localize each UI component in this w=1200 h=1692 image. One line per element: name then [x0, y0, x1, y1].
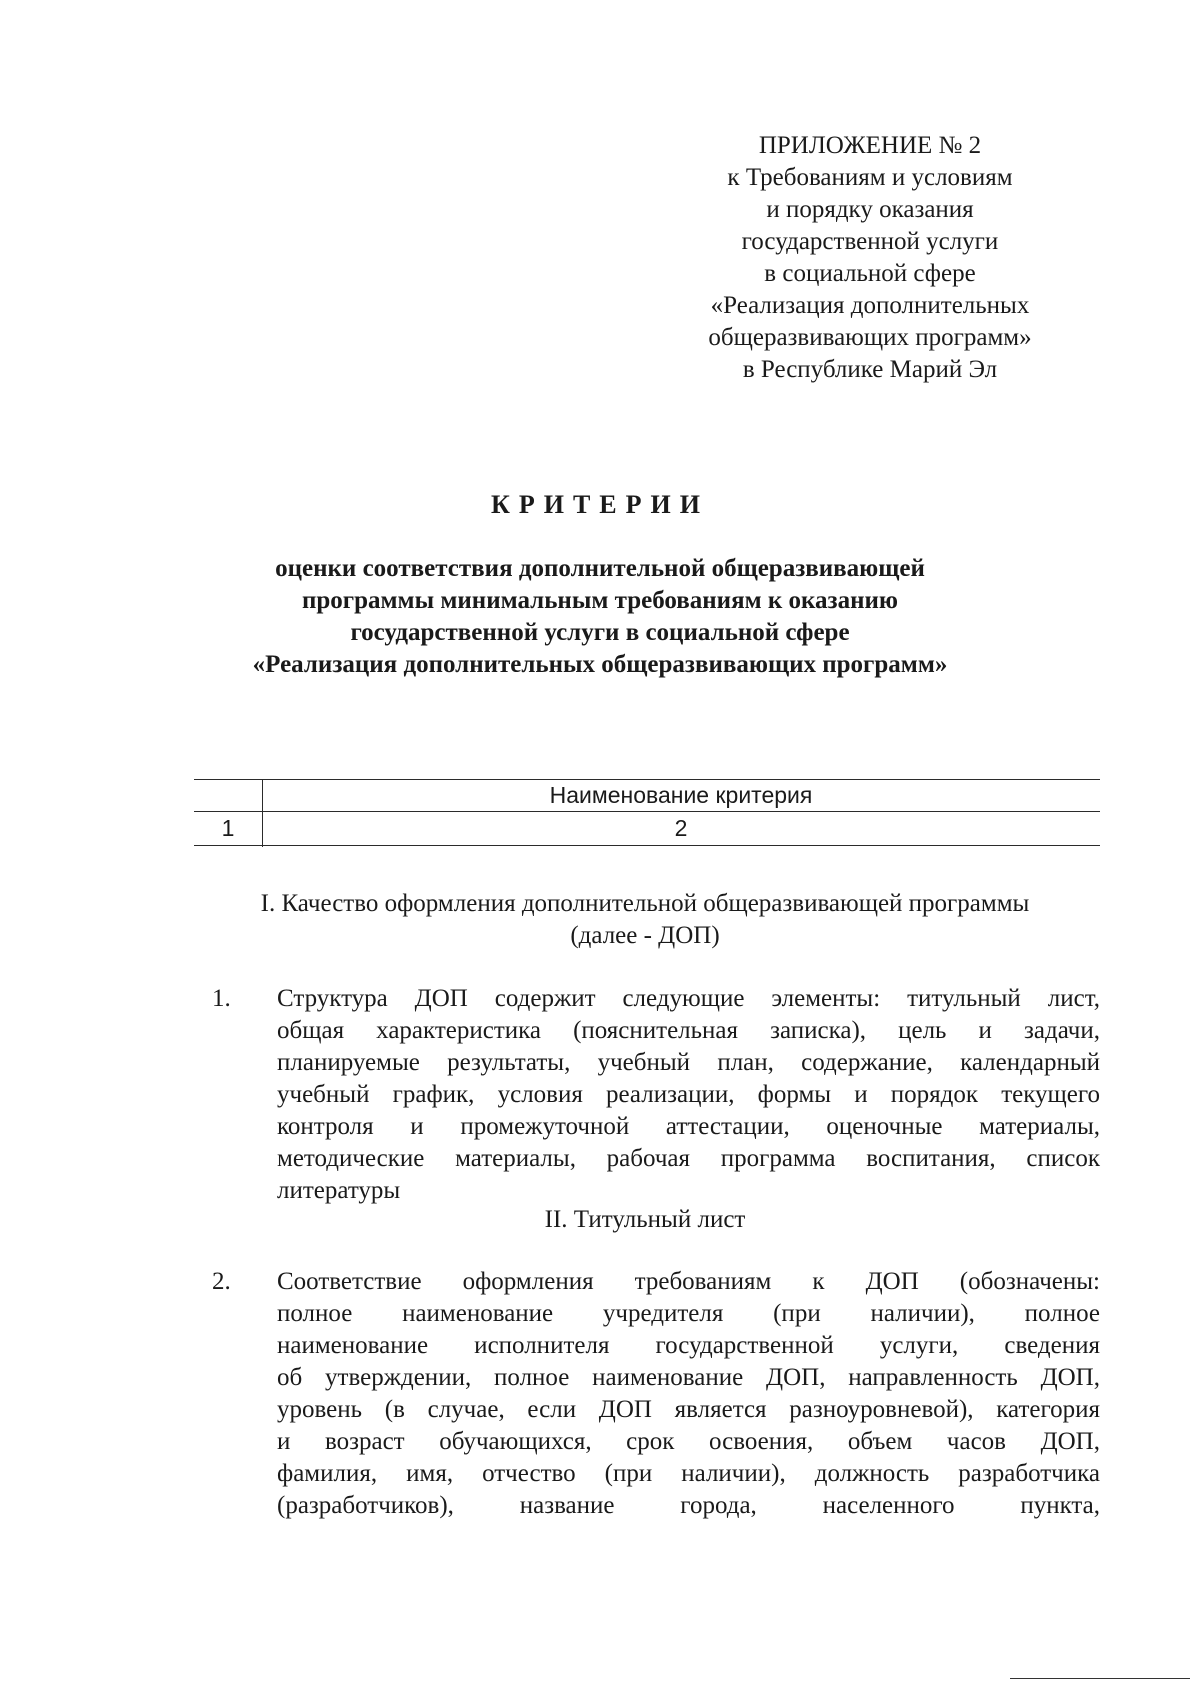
table-rule-bottom: [194, 845, 1100, 846]
document-title: КРИТЕРИИ: [491, 490, 709, 519]
table-column-number-2: 2: [674, 815, 688, 841]
table-column-number-1: 1: [221, 815, 235, 841]
criterion-line: методические материалы, рабочая программа воспитания, список: [277, 1145, 1100, 1172]
criterion-line: об утверждении, полное наименование ДОП, направленность ДОП,: [277, 1364, 1100, 1391]
appendix-line: и порядку оказания: [766, 196, 974, 223]
criterion-line: полное наименование учредителя (при наличии), полное: [277, 1300, 1100, 1327]
criterion-line: учебный график, условия реализации, формы и порядок текущего: [277, 1081, 1100, 1108]
criterion-line: литературы: [277, 1177, 401, 1204]
subtitle-line: «Реализация дополнительных общеразвивающих программ»: [252, 651, 948, 678]
section-heading-2: [460, 1204, 830, 1236]
criterion-line: уровень (в случае, если ДОП является разноуровневой), категория: [277, 1396, 1100, 1423]
criterion-line: (разработчиков), название города, населенного пункта,: [277, 1492, 1100, 1519]
subtitle-line: программы минимальным требованиям к оказанию: [301, 587, 899, 614]
appendix-line: в социальной сфере: [764, 260, 976, 287]
appendix-line: «Реализация дополнительных: [710, 292, 1030, 319]
criterion-line: Соответствие оформления требованиям к ДОП (обозначены:: [277, 1268, 1100, 1295]
criterion-number: 1.: [212, 985, 231, 1012]
footer-divider: [1010, 1678, 1190, 1679]
document-subtitle: [180, 553, 1020, 681]
criterion-line: наименование исполнителя государственной услуги, сведения: [277, 1332, 1100, 1359]
table-header-criterion-name: Наименование критерия: [549, 782, 813, 808]
criterion-number: 2.: [212, 1268, 231, 1295]
appendix-header: [655, 130, 1085, 386]
criterion-line: фамилия, имя, отчество (при наличии), должность разработчика: [277, 1460, 1100, 1487]
subtitle-line: государственной услуги в социальной сфере: [350, 619, 850, 646]
appendix-line: общеразвивающих программ»: [708, 324, 1032, 351]
section-heading-line: II. Титульный лист: [544, 1206, 746, 1233]
criterion-line: планируемые результаты, учебный план, содержание, календарный: [277, 1049, 1100, 1076]
appendix-line: в Республике Марий Эл: [742, 356, 998, 383]
appendix-line: государственной услуги: [741, 228, 999, 255]
table-rule-top: [194, 779, 1100, 780]
criterion-line: контроля и промежуточной аттестации, оценочные материалы,: [277, 1113, 1100, 1140]
subtitle-line: оценки соответствия дополнительной общеразвивающей: [275, 555, 925, 582]
appendix-line: ПРИЛОЖЕНИЕ № 2: [758, 132, 982, 159]
criterion-text: [277, 983, 1100, 1207]
criterion-line: общая характеристика (пояснительная записка), цель и задачи,: [277, 1017, 1100, 1044]
section-heading-line: I. Качество оформления дополнительной общеразвивающей программы: [260, 890, 1030, 917]
appendix-line: к Требованиям и условиям: [727, 164, 1013, 191]
criterion-line: Структура ДОП содержит следующие элементы: титульный лист,: [277, 985, 1100, 1012]
table-rule-middle: [194, 811, 1100, 812]
section-heading-line: (далее - ДОП): [570, 922, 720, 949]
section-heading-1: [180, 888, 1110, 952]
criterion-line: и возраст обучающихся, срок освоения, объем часов ДОП,: [277, 1428, 1100, 1455]
criterion-text: [277, 1266, 1100, 1522]
